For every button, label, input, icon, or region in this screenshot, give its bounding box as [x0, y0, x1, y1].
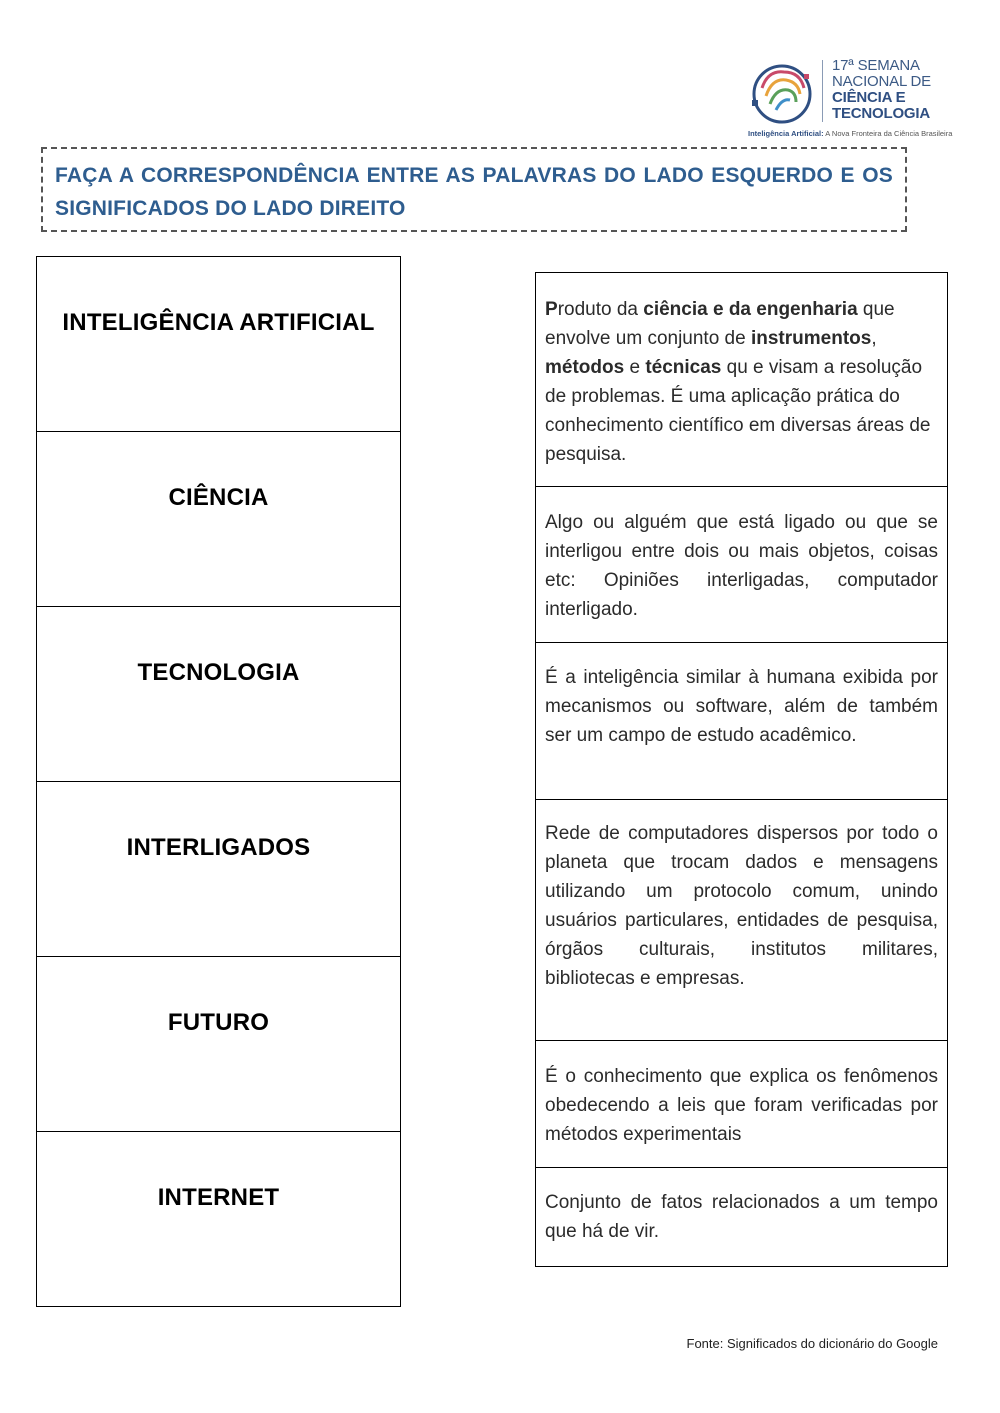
- source-note: Fonte: Significados do dicionário do Google: [686, 1336, 938, 1351]
- word-label: FUTURO: [167, 1009, 270, 1036]
- brain-logo-icon: [748, 60, 818, 126]
- word-cell[interactable]: [37, 607, 400, 782]
- def-bold-term: métodos: [545, 357, 625, 378]
- logo-tagline-rest: A Nova Fronteira da Ciência Brasileira: [823, 129, 953, 138]
- definition-cell[interactable]: [536, 487, 947, 643]
- definition-cell[interactable]: [536, 273, 947, 487]
- word-cell[interactable]: [37, 432, 400, 607]
- word-label: TECNOLOGIA: [137, 659, 300, 686]
- word-cell[interactable]: [37, 782, 400, 957]
- logo-text: [832, 58, 931, 122]
- def-text-part: que envolve um conjunto de: [545, 299, 895, 349]
- instruction-text: FAÇA A CORRESPONDÊNCIA ENTRE AS PALAVRAS DO LADO ESQUERDO E OS SIGNIFICADOS DO LADO DIREITO: [55, 164, 893, 220]
- word-label: CIÊNCIA: [168, 484, 269, 511]
- word-label: INTERLIGADOS: [126, 834, 311, 861]
- word-cell[interactable]: [37, 1132, 400, 1306]
- definition-text: Rede de computadores dispersos por todo o planeta que trocam dados e mensagens utilizando um protocolo comum, unindo usuários particulares, entidades de pesquisa, órgãos culturais, institutos militares, bibliotecas e empresas.: [545, 823, 938, 989]
- definitions-column: [535, 272, 948, 1267]
- word-cell[interactable]: [37, 957, 400, 1132]
- def-bold-term: ciência e da engenharia: [643, 299, 858, 320]
- event-logo: [748, 56, 953, 140]
- def-bold-initial: P: [545, 299, 558, 320]
- def-text-part: e: [624, 357, 646, 378]
- logo-line-3: CIÊNCIA E: [832, 89, 906, 106]
- word-label: INTELIGÊNCIA ARTIFICIAL: [62, 309, 375, 336]
- definition-text: É o conhecimento que explica os fenômenos obedecendo a leis que foram verificadas por métodos experimentais: [545, 1066, 938, 1145]
- def-text-part: roduto da: [557, 299, 644, 320]
- logo-separator: [822, 60, 823, 122]
- def-text-part: ,: [871, 328, 877, 349]
- def-text-part: qu e visam a resolução de problemas. É uma aplicação prática do conhecimento científico em diversas áreas de pesquisa.: [545, 357, 931, 465]
- definition-cell[interactable]: [536, 1168, 947, 1266]
- definition-text: [545, 295, 938, 469]
- logo-tagline: [748, 129, 952, 138]
- word-label: INTERNET: [157, 1184, 280, 1211]
- words-column: [36, 256, 401, 1307]
- logo-tagline-bold: Inteligência Artificial:: [748, 129, 824, 138]
- definition-text: Conjunto de fatos relacionados a um tempo que há de vir.: [545, 1192, 938, 1242]
- logo-line-1: 17ª SEMANA: [832, 57, 920, 74]
- definition-text: Algo ou alguém que está ligado ou que se interligou entre dois ou mais objetos, coisas etc: Opiniões interligadas, computador interligado.: [545, 512, 938, 620]
- logo-line-2: NACIONAL DE: [832, 73, 931, 90]
- logo-line-4: TECNOLOGIA: [832, 105, 930, 122]
- instruction-box: [41, 147, 907, 232]
- definition-cell[interactable]: [536, 1041, 947, 1168]
- definition-cell[interactable]: [536, 643, 947, 800]
- word-cell[interactable]: [37, 257, 400, 432]
- definition-text: É a inteligência similar à humana exibida por mecanismos ou software, além de também ser um campo de estudo acadêmico.: [545, 667, 938, 746]
- def-bold-term: instrumentos: [750, 328, 872, 349]
- definition-cell[interactable]: [536, 800, 947, 1041]
- def-bold-term: técnicas: [645, 357, 722, 378]
